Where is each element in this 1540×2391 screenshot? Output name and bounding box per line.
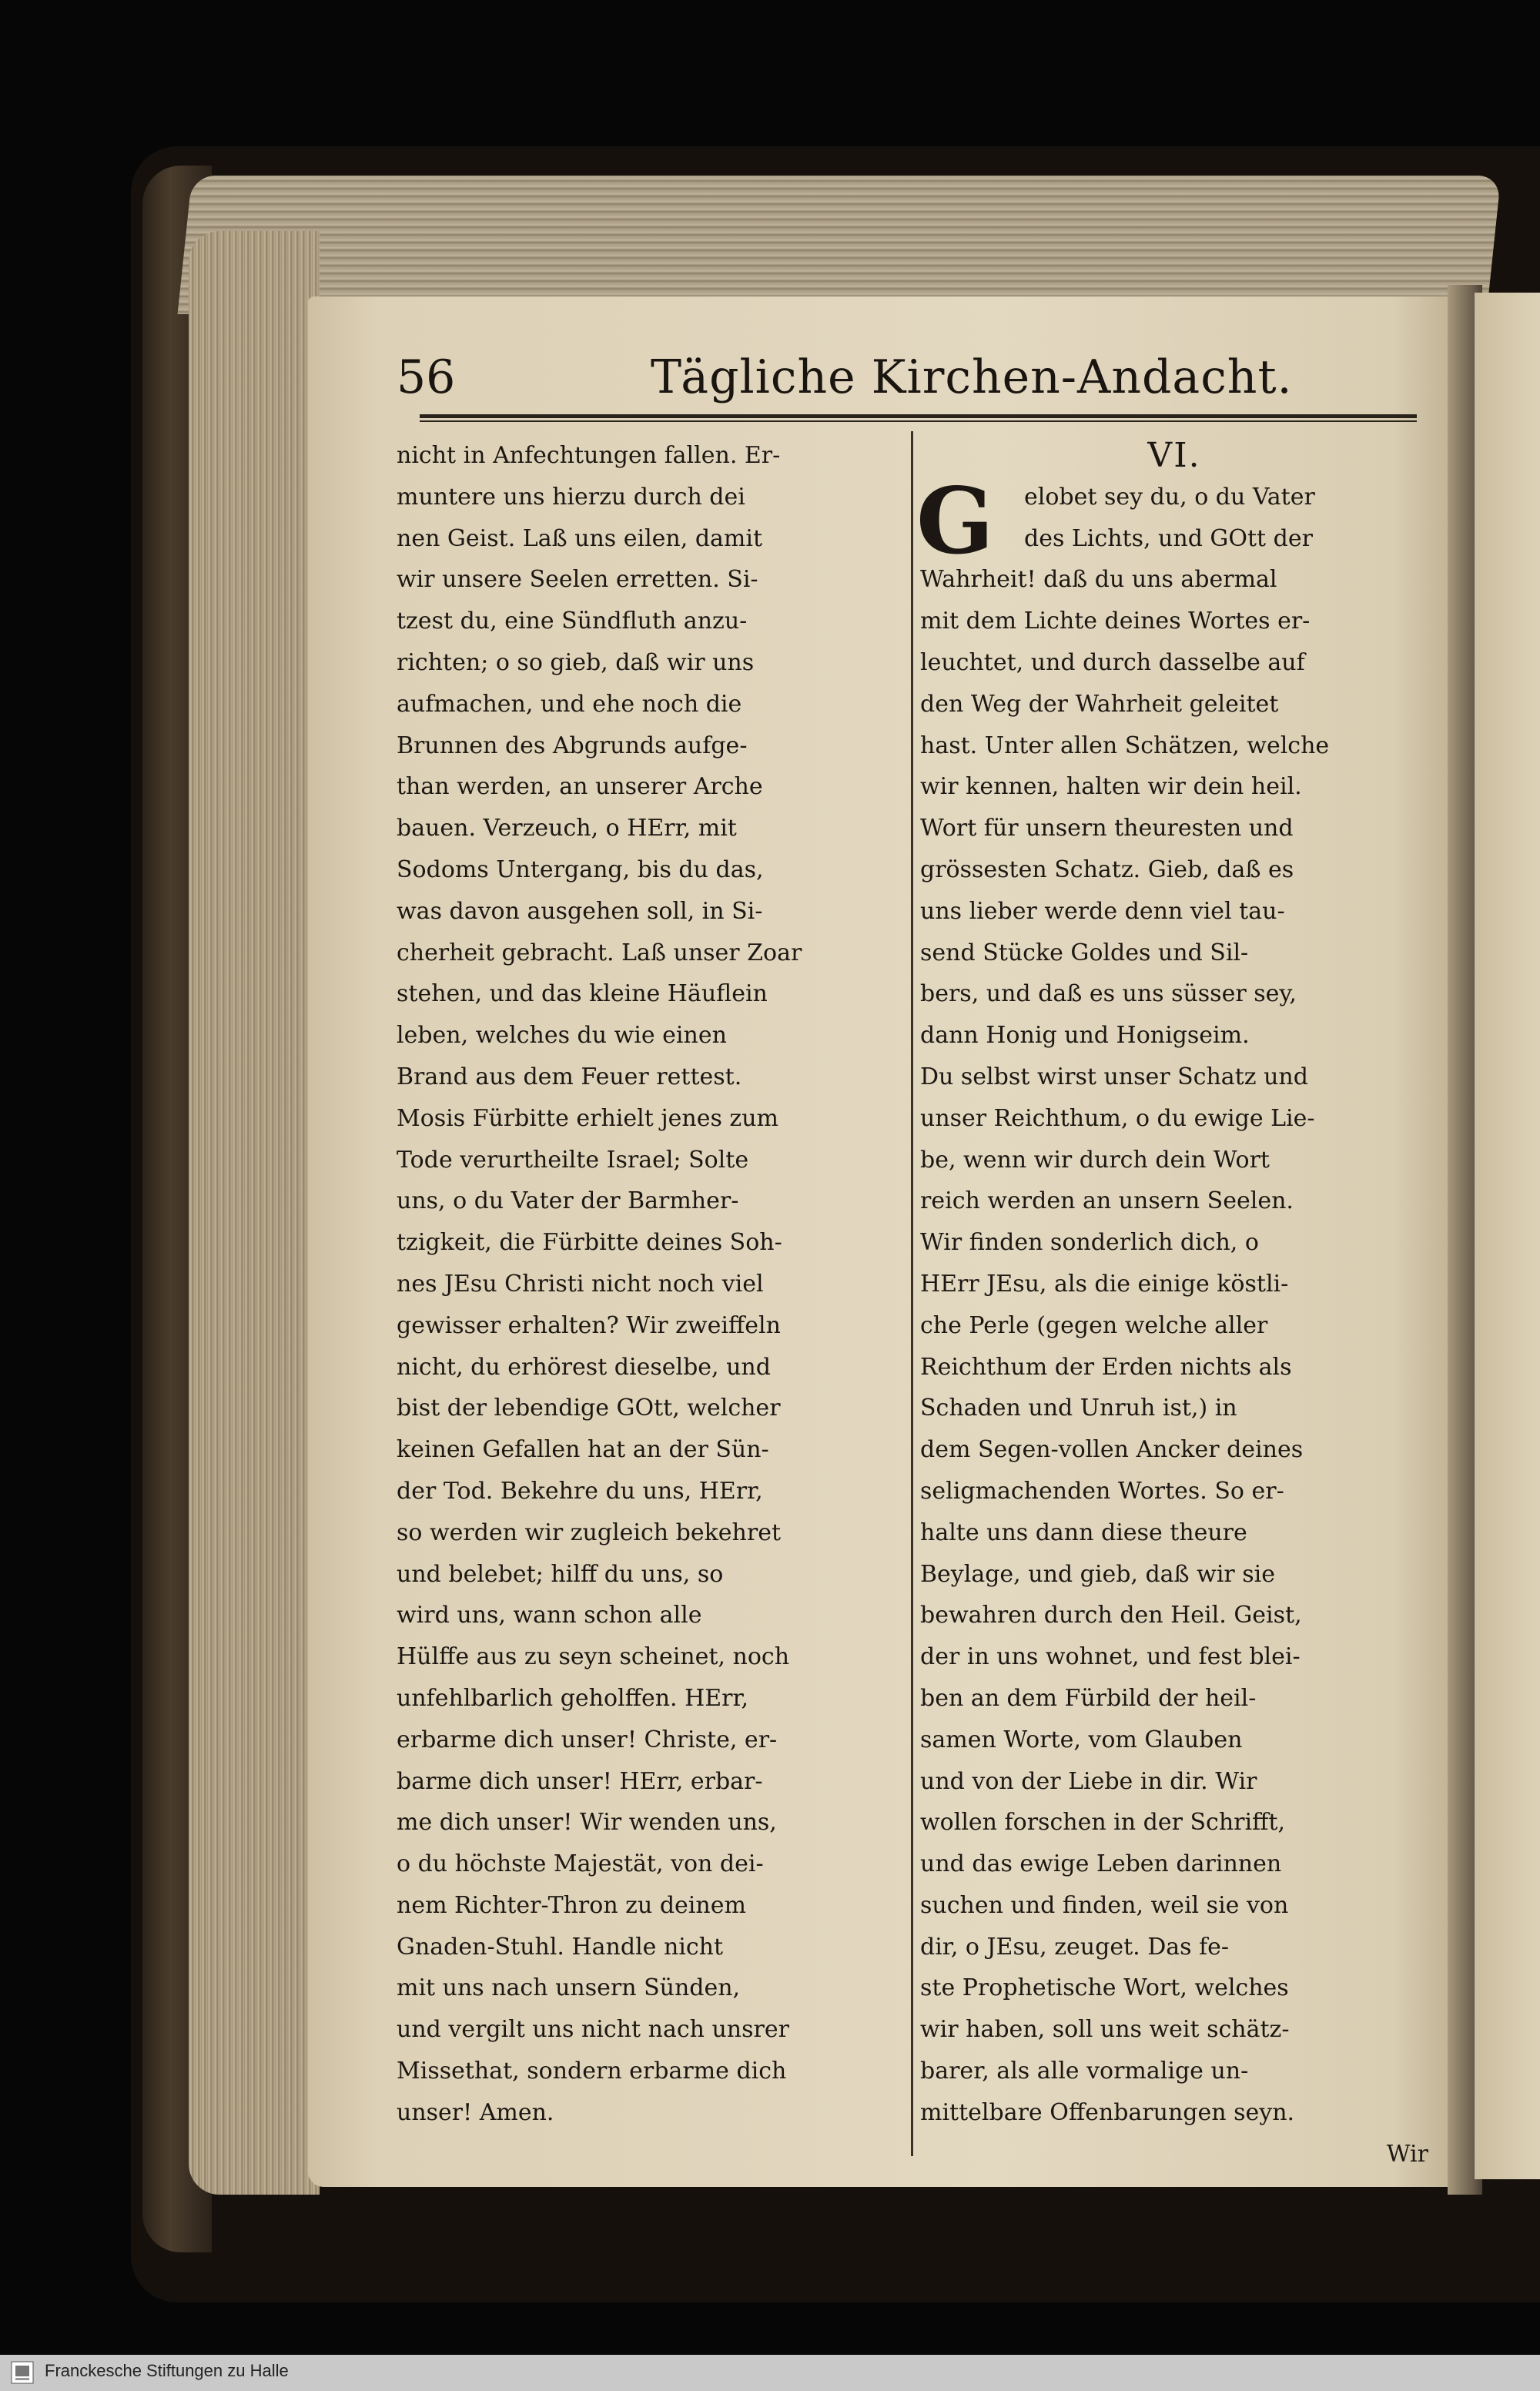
text-line: und von der Liebe in dir. Wir bbox=[920, 1767, 1257, 1795]
text-line: be, wenn wir durch dein Wort bbox=[920, 1146, 1270, 1174]
text-line: dir, o JEsu, zeuget. Das fe- bbox=[920, 1933, 1230, 1961]
text-line: Gnaden-Stuhl. Handle nicht bbox=[397, 1933, 724, 1961]
text-line: leuchtet, und durch dasselbe auf bbox=[920, 648, 1305, 676]
institution-logo-icon bbox=[11, 2361, 34, 2384]
text-line: nicht in Anfechtungen fallen. Er- bbox=[397, 442, 781, 469]
text-line: Brand aus dem Feuer rettest. bbox=[397, 1063, 742, 1090]
text-line: Mosis Fürbitte erhielt jenes zum bbox=[397, 1104, 778, 1132]
text-line: Beylage, und gieb, daß wir sie bbox=[920, 1560, 1276, 1588]
text-line: ben an dem Fürbild der heil- bbox=[920, 1684, 1257, 1712]
text-line: Wahrheit! daß du uns abermal bbox=[920, 566, 1277, 594]
text-line: des Lichts, und GOtt der bbox=[1024, 524, 1313, 552]
text-line: che Perle (gegen welche aller bbox=[920, 1311, 1268, 1339]
text-line: wir kennen, halten wir dein heil. bbox=[920, 773, 1302, 801]
text-line: den Weg der Wahrheit geleitet bbox=[920, 690, 1279, 718]
text-line: barme dich unser! HErr, erbar- bbox=[397, 1767, 763, 1795]
footer-credit: Franckesche Stiftungen zu Halle bbox=[45, 2361, 289, 2380]
text-line: Du selbst wirst unser Schatz und bbox=[920, 1063, 1308, 1090]
text-line: wollen forschen in der Schrifft, bbox=[920, 1809, 1285, 1837]
page-block-top-edge bbox=[178, 176, 1502, 314]
text-line: hast. Unter allen Schätzen, welche bbox=[920, 732, 1330, 759]
left-text-column bbox=[397, 435, 905, 2134]
text-line: muntere uns hierzu durch dei bbox=[397, 483, 745, 511]
text-line: suchen und finden, weil sie von bbox=[920, 1891, 1289, 1919]
text-line: Tode verurtheilte Israel; Solte bbox=[397, 1146, 749, 1174]
text-line: nicht, du erhörest dieselbe, und bbox=[397, 1353, 771, 1381]
text-line: nem Richter-Thron zu deinem bbox=[397, 1891, 746, 1919]
text-line: mit dem Lichte deines Wortes er- bbox=[920, 608, 1311, 635]
text-line: wir haben, soll uns weit schätz- bbox=[920, 2016, 1290, 2044]
text-line: uns lieber werde denn viel tau- bbox=[920, 897, 1285, 925]
text-line: und vergilt uns nicht nach unsrer bbox=[397, 2016, 789, 2044]
text-line: mit uns nach unsern Sünden, bbox=[397, 1974, 741, 2002]
text-line: nes JEsu Christi nicht noch viel bbox=[397, 1270, 764, 1298]
text-line: seligmachenden Wortes. So er- bbox=[920, 1477, 1284, 1505]
text-line: send Stücke Goldes und Sil- bbox=[920, 939, 1249, 966]
text-line: Wir finden sonderlich dich, o bbox=[920, 1229, 1259, 1257]
text-line: Sodoms Untergang, bis du das, bbox=[397, 856, 764, 883]
text-line: ste Prophetische Wort, welches bbox=[920, 1974, 1289, 2002]
catchword: Wir bbox=[1386, 2140, 1428, 2168]
text-line: wird uns, wann schon alle bbox=[397, 1602, 702, 1629]
text-line: bewahren durch den Heil. Geist, bbox=[920, 1602, 1302, 1629]
section-number: VI. bbox=[1147, 436, 1201, 475]
text-line: Missethat, sondern erbarme dich bbox=[397, 2058, 787, 2085]
text-line: samen Worte, vom Glauben bbox=[920, 1726, 1243, 1753]
text-line: so werden wir zugleich bekehret bbox=[397, 1519, 782, 1546]
text-line: nen Geist. Laß uns eilen, damit bbox=[397, 524, 763, 552]
text-line: me dich unser! Wir wenden uns, bbox=[397, 1809, 777, 1837]
header-rule bbox=[420, 414, 1417, 418]
text-line: wir unsere Seelen erretten. Si- bbox=[397, 566, 758, 594]
text-line: tzest du, eine Sündfluth anzu- bbox=[397, 608, 748, 635]
text-line: bauen. Verzeuch, o HErr, mit bbox=[397, 815, 737, 842]
text-line: HErr JEsu, als die einige köstli- bbox=[920, 1270, 1289, 1298]
text-line: Brunnen des Abgrunds aufge- bbox=[397, 732, 748, 759]
text-line: und belebet; hilff du uns, so bbox=[397, 1560, 724, 1588]
text-line: cherheit gebracht. Laß unser Zoar bbox=[397, 939, 802, 966]
text-line: der Tod. Bekehre du uns, HErr, bbox=[397, 1477, 763, 1505]
page-header bbox=[397, 350, 1421, 420]
text-line: Hülffe aus zu seyn scheinet, noch bbox=[397, 1643, 790, 1671]
text-line: keinen Gefallen hat an der Sün- bbox=[397, 1436, 769, 1464]
text-line: Wort für unsern theuresten und bbox=[920, 815, 1294, 842]
text-line: than werden, an unserer Arche bbox=[397, 773, 763, 801]
text-line: barer, als alle vormalige un- bbox=[920, 2058, 1249, 2085]
text-line: Schaden und Unruh ist,) in bbox=[920, 1395, 1237, 1422]
text-line: erbarme dich unser! Christe, er- bbox=[397, 1726, 778, 1753]
text-line: aufmachen, und ehe noch die bbox=[397, 690, 742, 718]
text-line: dann Honig und Honigseim. bbox=[920, 1022, 1250, 1050]
text-line: dem Segen-vollen Ancker deines bbox=[920, 1436, 1304, 1464]
text-line: tzigkeit, die Fürbitte deines Soh- bbox=[397, 1229, 782, 1257]
text-line: Reichthum der Erden nichts als bbox=[920, 1353, 1292, 1381]
page-block-fore-edge bbox=[189, 231, 320, 2195]
text-line: und das ewige Leben darinnen bbox=[920, 1850, 1282, 1878]
running-head: Tägliche Kirchen-Andacht. bbox=[651, 350, 1293, 404]
column-divider bbox=[911, 431, 913, 2156]
page-number: 56 bbox=[397, 350, 456, 404]
text-line: grössesten Schatz. Gieb, daß es bbox=[920, 856, 1294, 883]
text-line: unser! Amen. bbox=[397, 2098, 554, 2126]
text-line: gewisser erhalten? Wir zweiffeln bbox=[397, 1311, 781, 1339]
text-line: leben, welches du wie einen bbox=[397, 1022, 727, 1050]
text-line: halte uns dann diese theure bbox=[920, 1519, 1247, 1546]
text-line: uns, o du Vater der Barmher- bbox=[397, 1187, 739, 1215]
header-rule-thin bbox=[420, 420, 1417, 422]
text-line: unser Reichthum, o du ewige Lie- bbox=[920, 1104, 1315, 1132]
text-line: unfehlbarlich geholffen. HErr, bbox=[397, 1684, 749, 1712]
text-line: mittelbare Offenbarungen seyn. bbox=[920, 2098, 1295, 2126]
right-text-column bbox=[920, 435, 1428, 2175]
text-line: der in uns wohnet, und fest blei- bbox=[920, 1643, 1301, 1671]
text-line: bers, und daß es uns süsser sey, bbox=[920, 980, 1297, 1008]
text-line: elobet sey du, o du Vater bbox=[1024, 483, 1315, 511]
text-line: richten; o so gieb, daß wir uns bbox=[397, 648, 755, 676]
text-line: o du höchste Majestät, von dei- bbox=[397, 1850, 764, 1878]
drop-cap: G bbox=[916, 467, 994, 574]
text-line: stehen, und das kleine Häuflein bbox=[397, 980, 768, 1008]
text-line: bist der lebendige GOtt, welcher bbox=[397, 1395, 781, 1422]
facing-page-edge bbox=[1475, 293, 1540, 2179]
text-line: was davon ausgehen soll, in Si- bbox=[397, 897, 763, 925]
text-line: reich werden an unsern Seelen. bbox=[920, 1187, 1294, 1215]
